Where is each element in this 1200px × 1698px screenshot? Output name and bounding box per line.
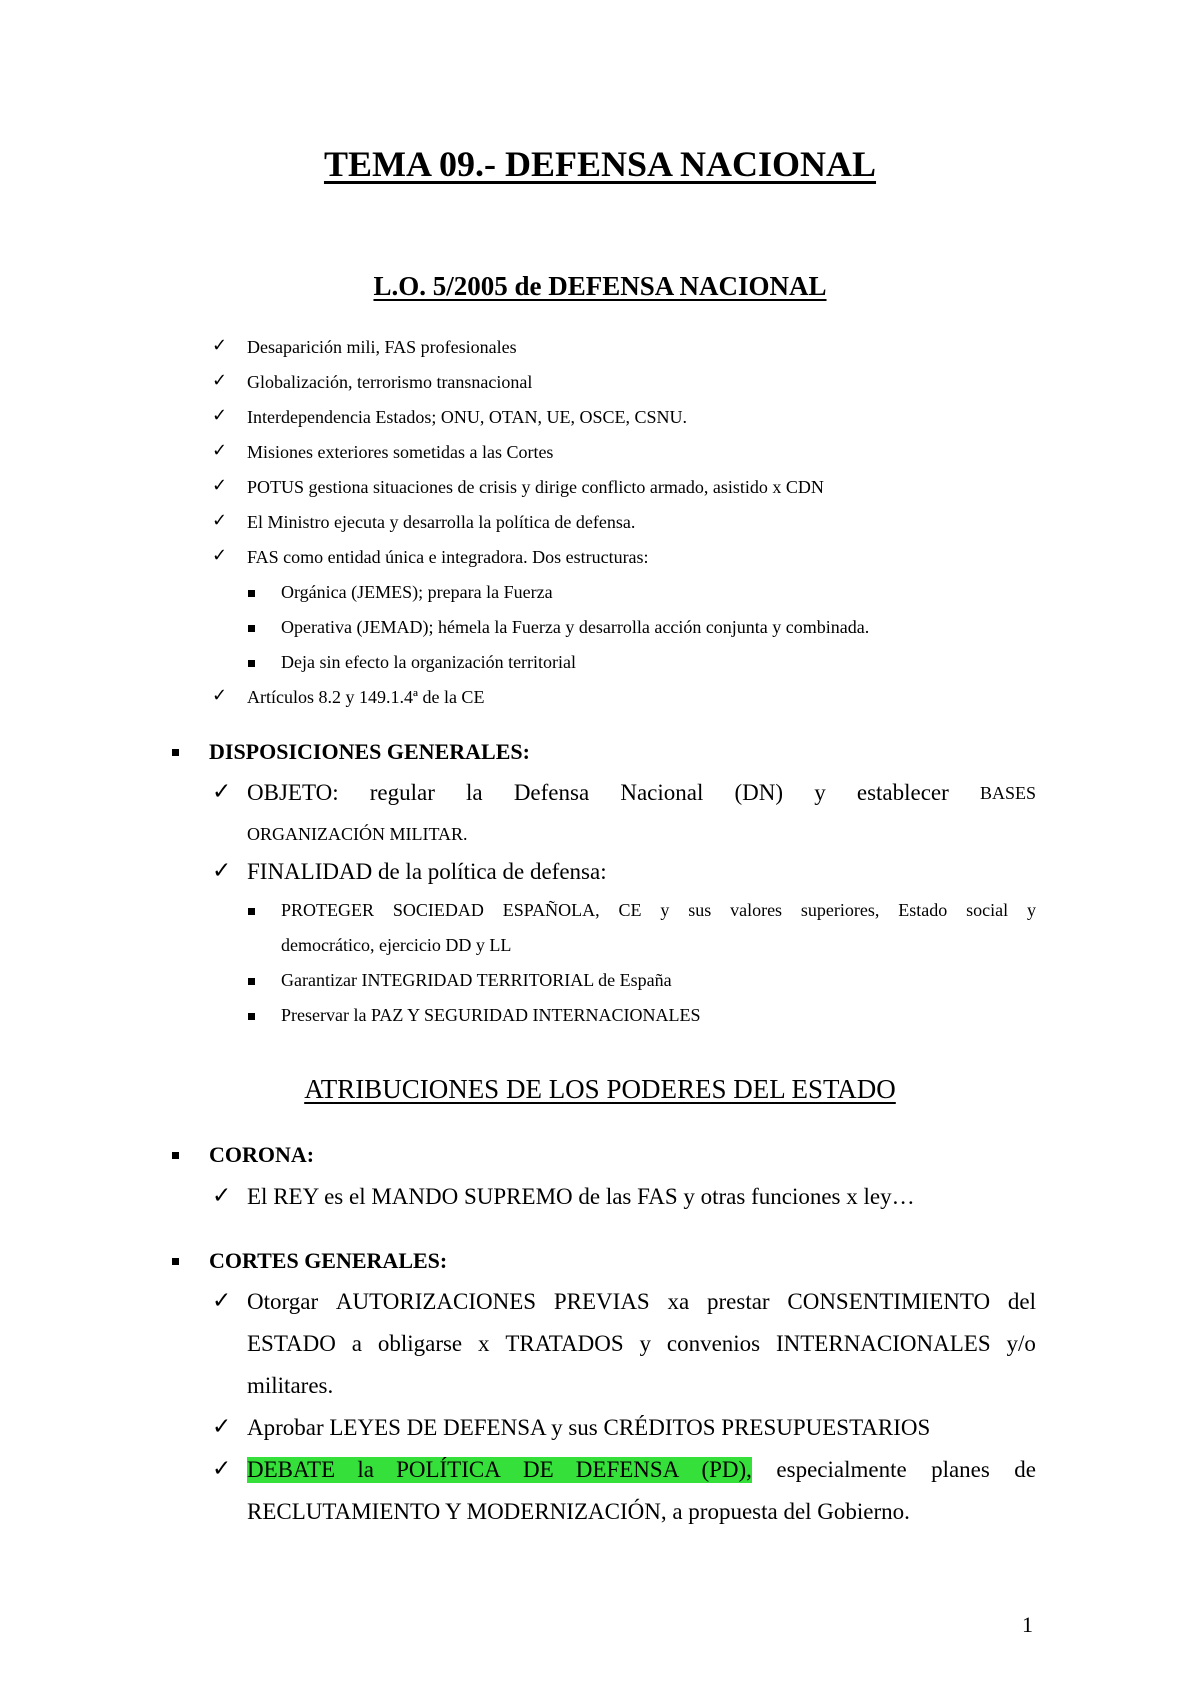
check-icon: ✓	[212, 475, 228, 496]
finalidad-sub-item-line-2: democrático, ejercicio DD y LL	[281, 935, 512, 955]
objeto-item	[212, 780, 1036, 810]
page-title: TEMA 09.- DEFENSA NACIONAL	[323, 144, 877, 184]
cortes-item: ✓ DEBATE la POLÍTICA DE DEFENSA (PD), especialmente planes de	[212, 1456, 1036, 1482]
cortes-item-line-2: ESTADO a obligarse x TRATADOS y convenios INTERNACIONALES y/o	[247, 1331, 1036, 1356]
page-number: 1	[1022, 1612, 1033, 1637]
document-page: TEMA 09.- DEFENSA NACIONAL L.O. 5/2005 de DEFENSA NACIONAL ✓ Desaparición mili, FAS profesionales ✓ Globalización, terrorismo transnacional ✓ Interdependencia Estados; ONU, OTAN, UE, OSCE, CSNU. ✓ Misiones exteriores sometidas a las Cortes ✓ POTUS gestiona situaciones de crisis y dirige conflicto armado, asistido x CDN ✓ El Ministro ejecuta y desarrolla la política de defensa. ✓ FAS como entidad única e integradora. Dos estructuras: Orgánica (JEMES); prepara la Fuerza Operativa (JEMAD); hémela la Fuerza y desarrolla acción conjunta y combinada. Deja sin efecto la organización territorial ✓ Artículos 8.2 y 149.1.4ª de la CE DISPOSICIONES GENERALES: ✓ OBJETO: regular la Defensa Nacional (DN) y establecer BASES ORGANIZACIÓN MILITAR. ✓ FINALIDAD de la política de defensa: PROTEGER SOCIEDAD ESPAÑOLA, CE y sus valores superiores, Estado social y democrático, ejercicio DD y LL Garantizar INTEGRIDAD TERRITORIAL de España Preservar la PAZ Y SEGURIDAD INTERNACIONALES ATRIBUCIONES DE LOS PODERES DEL ESTADO CORONA: ✓ El REY es el MANDO SUPREMO de las FAS y otras funciones x ley… CORTES GENERALES: ✓ Otorgar AUTORIZACIONES PREVIAS xa prestar CONSENTIMIENTO del ESTADO a obligarse x TRATADOS y convenios INTERNACIONALES y/o militares. ✓ Aprobar LEYES DE DEFENSA y sus CRÉDITOS PRESUPUESTARIOS ✓ DEBATE la POLÍTICA DE DEFENSA (PD), especialmente planes de RECLUTAMIENTO Y MODERNIZACIÓN, a propuesta del Gobierno. 1	[0, 0, 1200, 1698]
atribuciones-heading: ATRIBUCIONES DE LOS PODERES DEL ESTADO	[304, 1074, 896, 1104]
check-icon: ✓	[212, 370, 228, 391]
objeto-line: OBJETO: regular la Defensa Nacional (DN) y establecer BASES	[247, 780, 1036, 805]
cortes-item-line-3: militares.	[247, 1373, 334, 1398]
cortes-item: ✓ Otorgar AUTORIZACIONES PREVIAS xa prestar CONSENTIMIENTO del	[212, 1288, 1036, 1314]
check-icon: ✓	[212, 1183, 232, 1209]
square-bullet-icon	[248, 625, 255, 632]
cortes-item-line-2: RECLUTAMIENTO Y MODERNIZACIÓN, a propuesta del Gobierno.	[247, 1499, 910, 1524]
check-icon: ✓	[212, 685, 228, 706]
check-icon: ✓	[212, 405, 228, 426]
check-icon: ✓	[212, 335, 228, 356]
check-icon: ✓	[212, 779, 232, 805]
square-bullet-icon	[172, 1258, 179, 1265]
check-icon: ✓	[212, 1456, 232, 1482]
objeto-line-2: ORGANIZACIÓN MILITAR.	[247, 824, 468, 844]
law-heading: L.O. 5/2005 de DEFENSA NACIONAL	[373, 271, 827, 301]
check-icon: ✓	[212, 1288, 232, 1314]
square-bullet-icon	[172, 1152, 179, 1159]
finalidad-sub-item: PROTEGER SOCIEDAD ESPAÑOLA, CE y sus valores superiores, Estado social y	[248, 900, 1036, 926]
check-icon: ✓	[212, 1414, 232, 1440]
check-icon: ✓	[212, 545, 228, 566]
check-icon: ✓	[212, 510, 228, 531]
square-bullet-icon	[248, 908, 255, 915]
square-bullet-icon	[248, 1013, 255, 1020]
square-bullet-icon	[248, 660, 255, 667]
square-bullet-icon	[248, 590, 255, 597]
highlighted-text: DEBATE la POLÍTICA DE DEFENSA (PD),	[247, 1457, 752, 1482]
square-bullet-icon	[248, 978, 255, 985]
check-icon: ✓	[212, 858, 232, 884]
square-bullet-icon	[172, 749, 179, 756]
check-icon: ✓	[212, 440, 228, 461]
